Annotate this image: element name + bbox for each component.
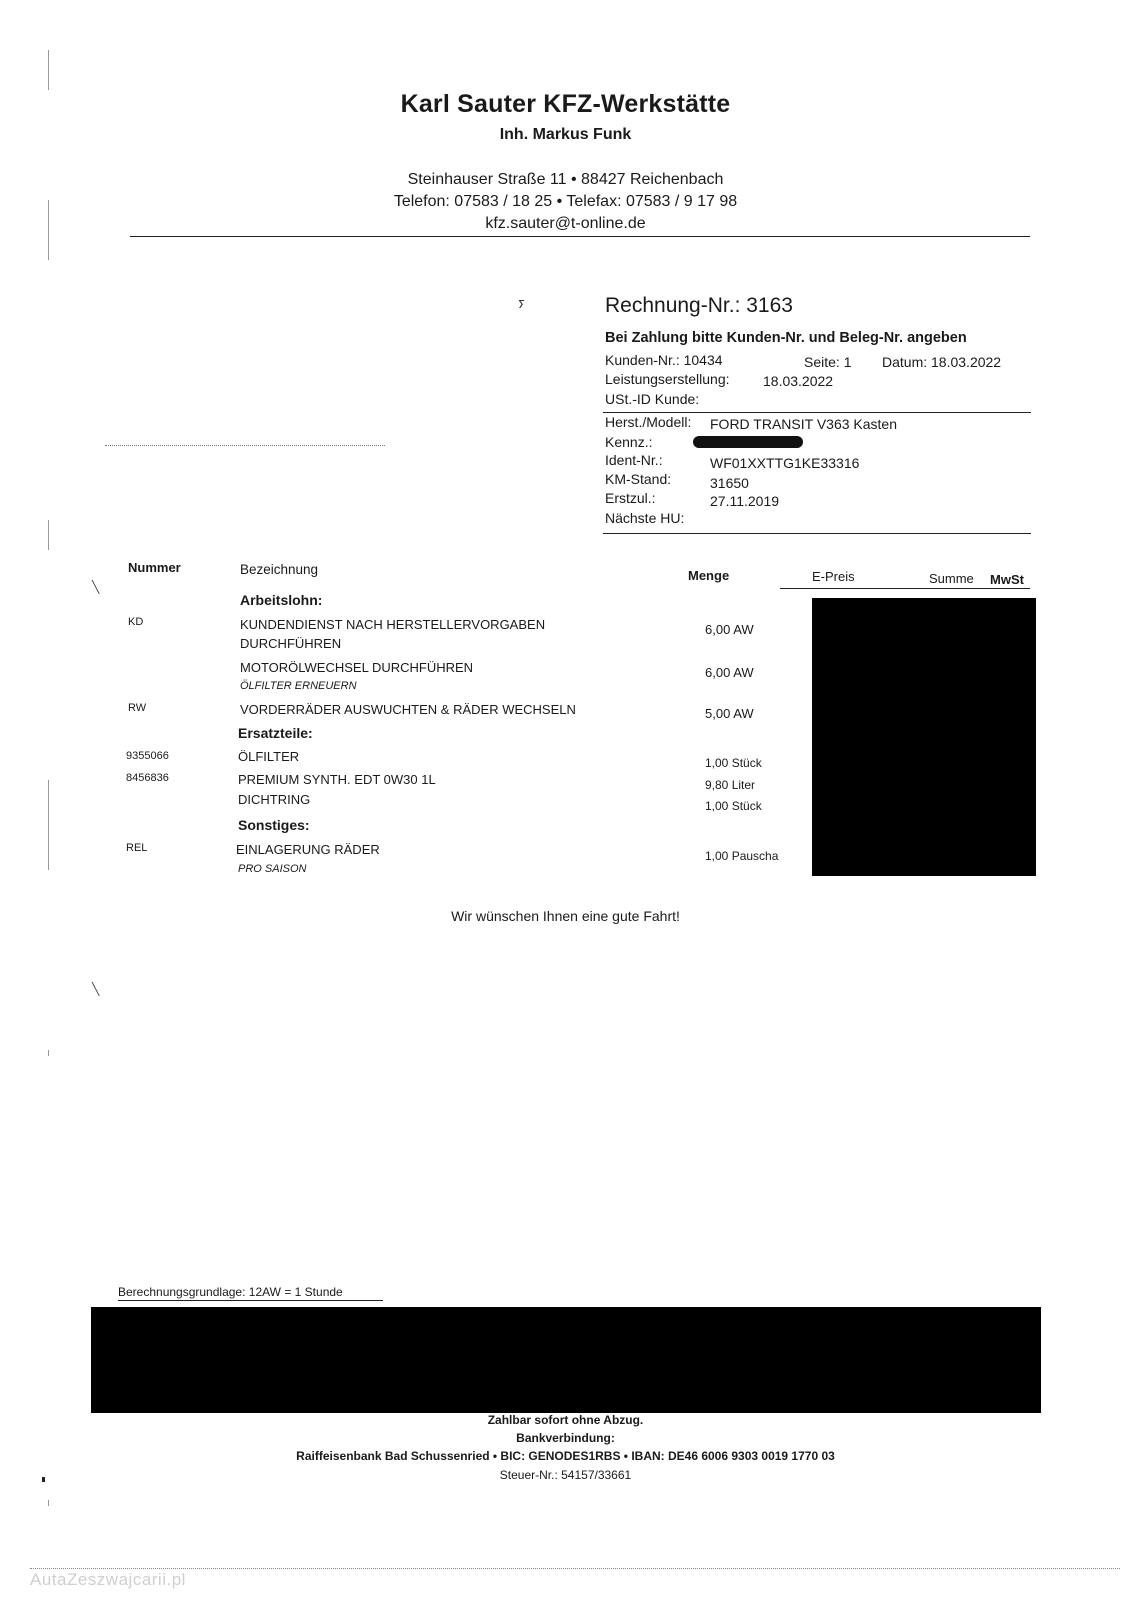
vat-id-label: USt.-ID Kunde:: [605, 391, 700, 407]
row-quantity: 5,00 AW: [705, 706, 754, 721]
scan-margin-line: [48, 520, 49, 550]
table-header-divider: [780, 588, 1030, 589]
payment-note: Bei Zahlung bitte Kunden-Nr. und Beleg-Nr. angeben: [605, 330, 967, 346]
calculation-basis: Berechnungsgrundlage: 12AW = 1 Stunde: [118, 1285, 343, 1299]
redacted-plate: [693, 436, 803, 448]
plate-label: Kennz.:: [605, 434, 653, 450]
section-misc-title: Sonstiges:: [238, 817, 310, 833]
company-phone-fax: Telefon: 07583 / 18 25 • Telefax: 07583 / 9 17 98: [393, 193, 738, 210]
row-code: REL: [126, 842, 148, 854]
first-reg-value: 27.11.2019: [710, 493, 780, 509]
km-value: 31650: [710, 475, 749, 491]
service-date: 18.03.2022: [763, 373, 834, 389]
service-label: Leistungserstellung:: [605, 371, 730, 387]
invoice-date: Datum: 18.03.2022: [882, 354, 1002, 370]
row-description: KUNDENDIENST NACH HERSTELLERVORGABEN: [240, 617, 546, 632]
meta-divider: [603, 412, 1031, 413]
redacted-prices: [812, 598, 1036, 876]
redacted-totals: [91, 1307, 1041, 1413]
col-header-sum: Summe: [929, 571, 974, 586]
row-quantity: 1,00 Stück: [705, 756, 762, 770]
closing-greeting: Wir wünschen Ihnen eine gute Fahrt!: [451, 908, 680, 924]
scan-tick: ╲: [92, 580, 100, 594]
row-description: VORDERRÄDER AUSWUCHTEN & RÄDER WECHSELN: [240, 702, 576, 717]
section-parts-title: Ersatzteile:: [238, 725, 313, 741]
row-quantity: 6,00 AW: [705, 622, 754, 637]
invoice-number: Rechnung-Nr.: 3163: [605, 294, 793, 317]
bank-details: Raiffeisenbank Bad Schussenried • BIC: GENODES1RBS • IBAN: DE46 6006 9303 0019 1770 03: [296, 1449, 835, 1463]
row-quantity: 6,00 AW: [705, 665, 754, 680]
vin-value: WF01XXTTG1KE33316: [710, 455, 860, 471]
model-label: Herst./Modell:: [605, 414, 692, 430]
col-header-description: Bezeichnung: [240, 562, 319, 577]
watermark: AutaZeszwajcarii.pl: [30, 1570, 186, 1589]
row-note: PRO SAISON: [238, 863, 307, 875]
vin-label: Ident-Nr.:: [605, 452, 663, 468]
scan-tick: ╲: [92, 982, 100, 996]
next-hu-label: Nächste HU:: [605, 510, 685, 526]
col-header-number: Nummer: [128, 560, 181, 575]
col-header-vat: MwSt: [990, 572, 1024, 587]
col-header-unit-price: E-Preis: [812, 569, 855, 584]
row-quantity: 1,00 Pauscha: [705, 849, 779, 863]
company-email: kfz.sauter@t-online.de: [485, 215, 646, 232]
first-reg-label: Erstzul.:: [605, 490, 656, 506]
row-code: 8456836: [126, 772, 169, 784]
customer-number: Kunden-Nr.: 10434: [605, 352, 723, 368]
km-label: KM-Stand:: [605, 471, 672, 487]
row-note: ÖLFILTER ERNEUERN: [240, 680, 357, 692]
address-window-line: [105, 445, 385, 446]
row-description: DICHTRING: [238, 792, 311, 807]
row-quantity: 1,00 Stück: [705, 799, 762, 813]
row-code: 9355066: [126, 750, 169, 762]
section-labor-title: Arbeitslohn:: [240, 592, 323, 608]
tax-number: Steuer-Nr.: 54157/33661: [499, 1468, 632, 1482]
scan-margin-line: [48, 1050, 49, 1056]
scan-margin-line: [48, 780, 49, 870]
row-description-line2: DURCHFÜHREN: [240, 636, 342, 651]
bank-label: Bankverbindung:: [516, 1431, 615, 1445]
col-header-quantity: Menge: [688, 568, 730, 583]
row-description: EINLAGERUNG RÄDER: [236, 842, 380, 857]
page-number: Seite: 1: [804, 354, 852, 370]
row-description: ÖLFILTER: [238, 749, 300, 764]
row-code: RW: [128, 702, 147, 714]
payment-terms: Zahlbar sofort ohne Abzug.: [487, 1413, 644, 1427]
company-name: Karl Sauter KFZ-Werkstätte: [400, 90, 731, 118]
scan-margin-line: [48, 50, 49, 90]
bottom-scan-edge: [30, 1568, 1120, 1569]
calc-basis-underline: [118, 1300, 383, 1301]
scan-margin-line: [48, 1500, 49, 1506]
row-code: KD: [128, 616, 144, 628]
scan-mark: ⵢ: [518, 299, 525, 311]
row-quantity: 9,80 Liter: [705, 778, 756, 792]
company-address: Steinhauser Straße 11 • 88427 Reichenbach: [407, 171, 724, 188]
company-owner: Inh. Markus Funk: [499, 126, 632, 143]
vehicle-divider: [603, 533, 1031, 534]
row-description: MOTORÖLWECHSEL DURCHFÜHREN: [240, 660, 474, 675]
model-value: FORD TRANSIT V363 Kasten: [710, 416, 897, 432]
header-divider: [130, 236, 1030, 237]
row-description: PREMIUM SYNTH. EDT 0W30 1L: [238, 772, 436, 787]
